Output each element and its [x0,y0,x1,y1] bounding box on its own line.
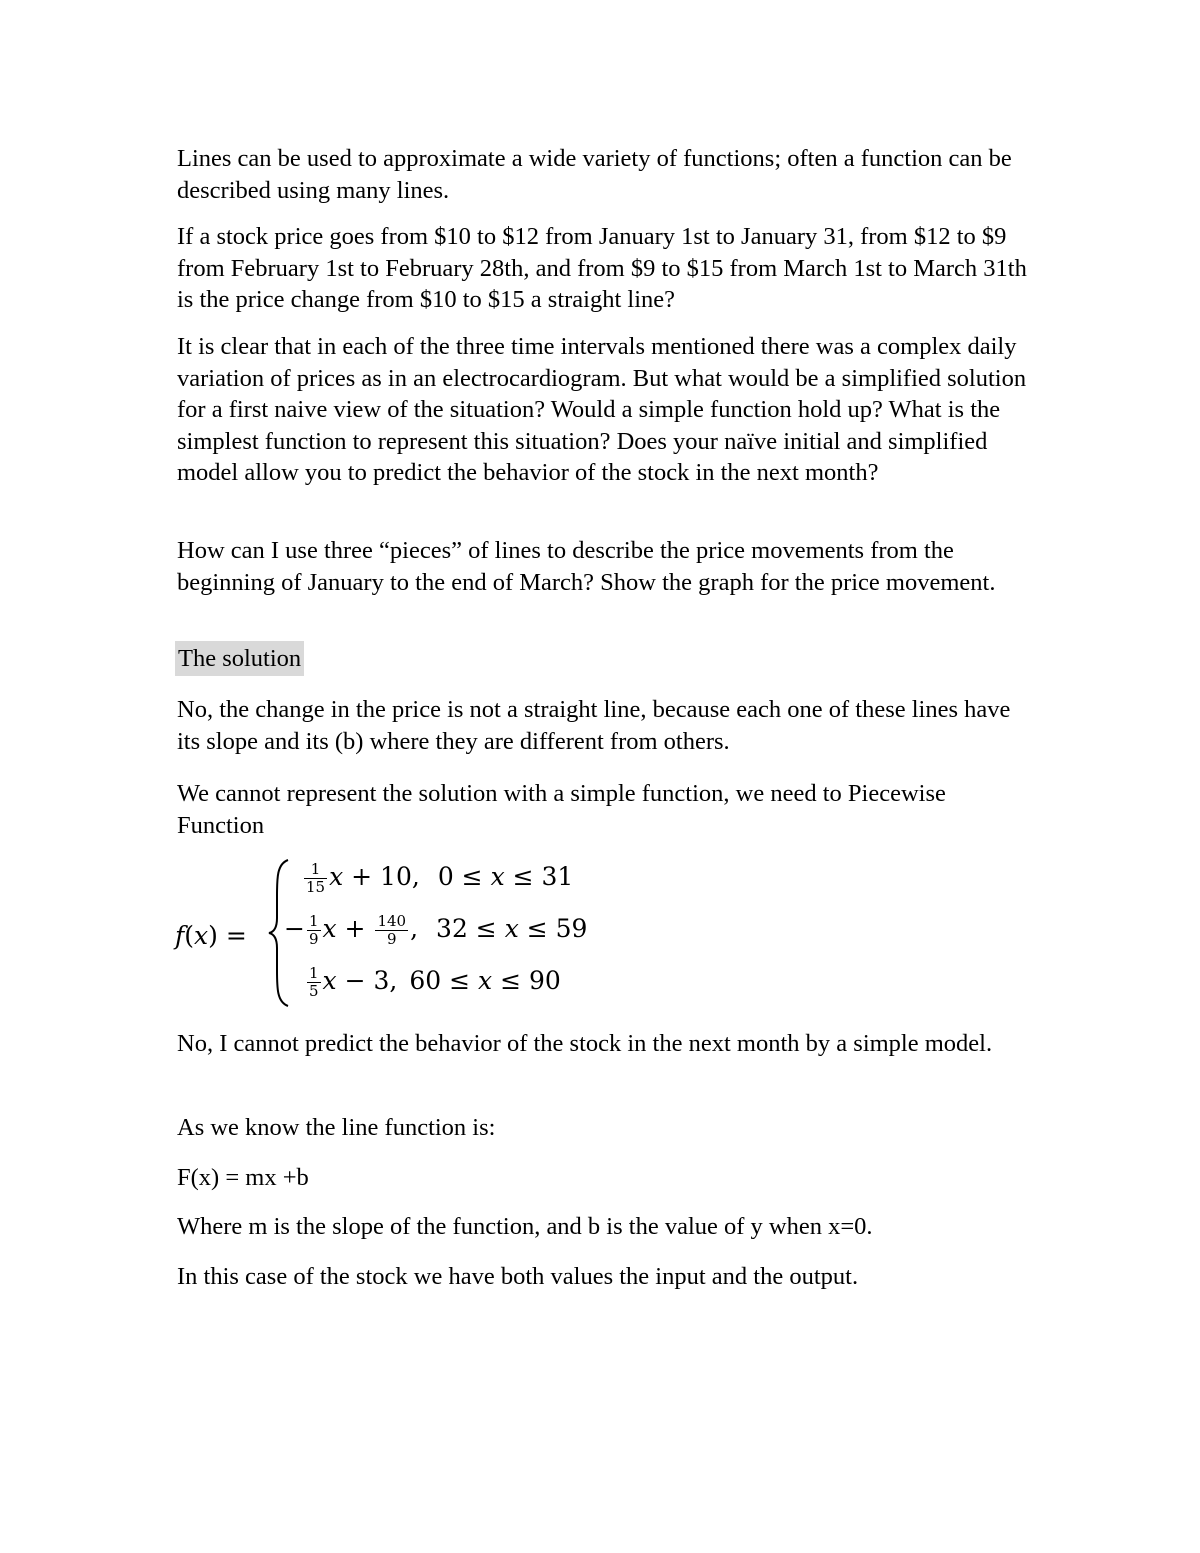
paragraph-three-pieces: How can I use three “pieces” of lines to describe the price movements from the beginning of January to the end of March? Show the graph for the price movement. [177,537,996,596]
variable: x [322,966,337,995]
frac-numerator: 140 [377,912,407,930]
comma: , [410,914,419,943]
solution-heading: The solution [175,641,304,676]
constant-fraction [375,913,408,948]
piece-constant: − 3, [336,966,398,995]
paragraph-line-function-intro: As we know the line function is: [177,1114,496,1141]
frac-denominator: 15 [306,878,326,896]
frac-numerator: 1 [308,912,319,930]
plus-sign: + [336,914,374,943]
frac-denominator: 5 [309,982,319,1000]
domain-lower: 60 ≤ [409,966,479,995]
piece-row-3 [305,965,561,1000]
coef-fraction [307,913,321,948]
paragraph-piecewise-intro: We cannot represent the solution with a simple function, we need to Piecewise Function [177,780,946,839]
frac-numerator: 1 [304,861,327,879]
frac-denominator: 9 [308,930,319,948]
paragraph-stock-question: If a stock price goes from $10 to $12 from January 1st to January 31, from $12 to $9 from February 1st to February 28th, and from $9 to $15 from March 1st to March 31th is the price change from $10 to $15 a straight line? [177,223,1027,313]
domain-lower: 0 ≤ [437,862,491,891]
paragraph-slope-definition: Where m is the slope of the function, and b is the value of y when x=0. [177,1213,873,1240]
piece-row-1 [302,861,573,896]
paragraph-line-formula: F(x) = mx +b [177,1164,309,1191]
paragraph-intro: Lines can be used to approximate a wide variety of functions; often a function can be described using many lines. [177,145,1012,204]
piece-constant: + 10, [343,862,420,891]
lhs-paren-open: ( [184,921,195,950]
coef-fraction [307,965,321,1000]
paragraph-complex-variation: It is clear that in each of the three time intervals mentioned there was a complex daily variation of prices as in an electrocardiogram. But what would be a simplified solution for a first naive view of the situation? Would a simple function hold up? What is the simplest function to represent this situation? Does your naïve initial and simplified model allow you to predict the behavior of the stock in the next month? [177,333,1027,486]
domain-variable: x [490,862,505,891]
lhs-paren-close: ) [208,921,218,950]
paragraph-cannot-predict: No, I cannot predict the behavior of the stock in the next month by a simple model. [177,1030,993,1057]
lhs-equals: = [217,921,247,950]
variable: x [329,862,344,891]
frac-denominator: 9 [387,930,397,948]
frac-numerator: 1 [309,964,319,982]
equation-lhs [175,920,247,952]
piece-row-2 [284,913,587,948]
lhs-variable: x [194,921,209,950]
paragraph-not-straight-line: No, the change in the price is not a straight line, because each one of these lines have its slope and its (b) where they are different from others. [177,696,1011,755]
domain-lower: 32 ≤ [436,914,505,943]
minus-sign: − [284,914,305,943]
coef-fraction [304,861,327,896]
domain-upper: ≤ 59 [518,914,588,943]
paragraph-input-output: In this case of the stock we have both values the input and the output. [177,1263,859,1290]
domain-upper: ≤ 31 [504,862,574,891]
function-name: f [175,921,185,950]
variable: x [322,914,337,943]
domain-variable: x [504,914,519,943]
domain-upper: ≤ 90 [492,966,561,995]
domain-variable: x [478,966,493,995]
